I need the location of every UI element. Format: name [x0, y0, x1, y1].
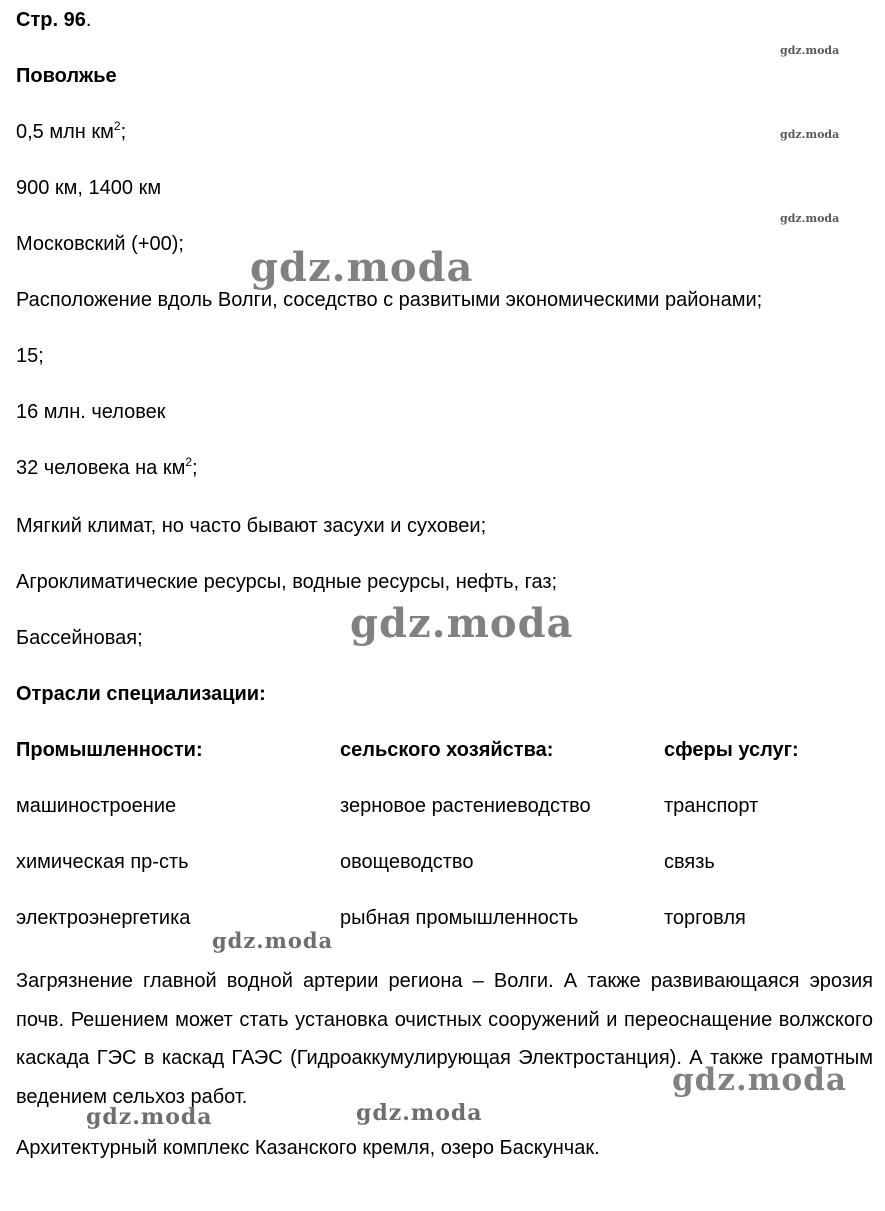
services-item: транспорт [664, 795, 759, 817]
distances-line: 900 км, 1400 км [16, 177, 162, 199]
area-value: 0,5 млн км [16, 121, 114, 143]
industry-heading: Промышленности: [16, 739, 203, 761]
climate-line: Мягкий климат, но часто бывают засухи и суховеи; [16, 515, 487, 537]
watermark-medium: gdz.moda [86, 1104, 213, 1130]
page-number: Стр. 96 [16, 9, 86, 31]
resources-line: Агроклиматические ресурсы, водные ресурсы, нефть, газ; [16, 571, 558, 593]
industry-item: машиностроение [16, 795, 177, 817]
density-value: 32 человека на км [16, 457, 186, 479]
problems-paragraph: Загрязнение главной водной артерии региона – Волги. А также развивающаяся эрозия почв. Решением может стать установка очистных сооружений и переоснащение волжского каскада ГЭС в каскад ГАЭС (Гидроаккумулирующая Электростанция). А также грамотным ведением сельхоз работ. [16, 970, 873, 1108]
services-item: связь [664, 851, 715, 873]
watermark-large: gdz.moda [350, 600, 574, 647]
watermark-small: gdz.moda [780, 212, 840, 225]
agriculture-item: овощеводство [340, 851, 474, 873]
watermark-small: gdz.moda [780, 44, 840, 57]
location-line: Расположение вдоль Волги, соседство с развитыми экономическими районами; [16, 289, 763, 311]
industry-item: электроэнергетика [16, 907, 191, 929]
agriculture-heading: сельского хозяйства: [340, 739, 554, 761]
page-heading [16, 8, 91, 32]
timezone-line: Московский (+00); [16, 233, 184, 255]
watermark-small: gdz.moda [780, 128, 840, 141]
watermark-large: gdz.moda [672, 1062, 847, 1098]
watermark-medium: gdz.moda [212, 928, 334, 953]
count-line: 15; [16, 345, 44, 367]
agriculture-item: рыбная промышленность [340, 907, 579, 929]
area-suffix: ; [120, 121, 127, 143]
density-sup: 2 [185, 455, 193, 469]
watermark-large: gdz.moda [250, 244, 474, 291]
region-title: Поволжье [16, 65, 117, 87]
industry-item: химическая пр-сть [16, 851, 189, 873]
services-item: торговля [664, 907, 746, 929]
basin-line: Бассейновая; [16, 627, 143, 649]
page-heading-period: . [85, 9, 92, 31]
population-line: 16 млн. человек [16, 401, 166, 423]
density-suffix: ; [192, 457, 198, 479]
services-heading: сферы услуг: [664, 739, 799, 761]
area-sup: 2 [113, 119, 121, 133]
landmarks-line: Архитектурный комплекс Казанского кремля, озеро Баскунчак. [16, 1137, 600, 1159]
density-line [16, 456, 198, 480]
watermark-medium: gdz.moda [356, 1100, 483, 1126]
specialization-heading: Отрасли специализации: [16, 683, 266, 705]
agriculture-item: зерновое растениеводство [340, 795, 591, 817]
area-line [16, 120, 126, 144]
